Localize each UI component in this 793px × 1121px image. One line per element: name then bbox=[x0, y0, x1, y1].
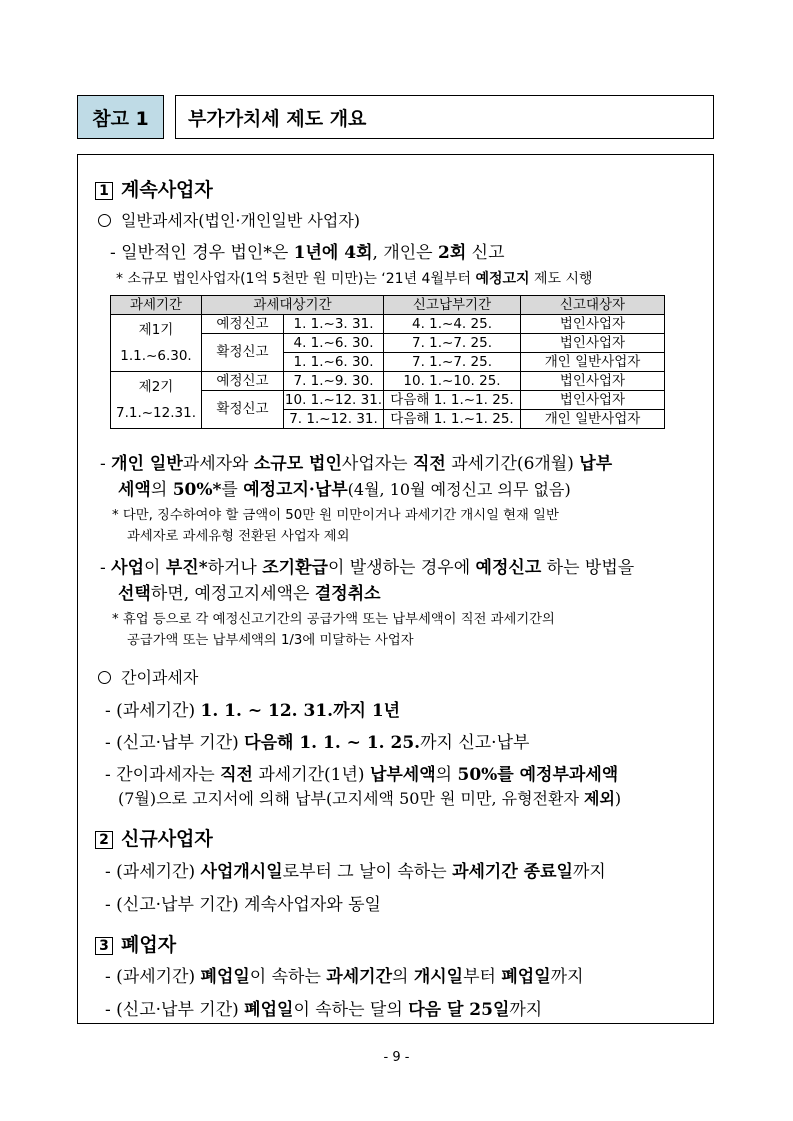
table-header: 신고납부기간 bbox=[384, 296, 521, 315]
new-business-line-1: - (과세기간) 사업개시일로부터 그 날이 속하는 과세기간 종료일까지 bbox=[105, 862, 606, 882]
simple-taxpayer-heading: 간이과세자 bbox=[98, 665, 198, 688]
para-1-line-1: - 개인 일반과세자와 소규모 법인사업자는 직전 과세기간(6개월) 납부 bbox=[100, 454, 613, 474]
note-3-line-2: 공급가액 또는 납부세액의 1/3에 미달하는 사업자 bbox=[127, 633, 414, 648]
section-2-heading: 2 신규사업자 bbox=[95, 824, 213, 851]
para-1-line-2: 세액의 50%*를 예정고지·납부(4월, 10월 예정신고 의무 없음) bbox=[118, 480, 571, 500]
tax-period-table bbox=[110, 295, 665, 429]
new-business-line-2: - (신고·납부 기간) 계속사업자와 동일 bbox=[105, 895, 381, 915]
para-2-line-2: 선택하면, 예정고지세액은 결정취소 bbox=[118, 584, 381, 604]
table-header: 과세대상기간 bbox=[202, 296, 384, 315]
closed-business-line-2: - (신고·납부 기간) 폐업일이 속하는 달의 다음 달 25일까지 bbox=[105, 1000, 543, 1020]
section-3-heading: 3 폐업자 bbox=[95, 930, 176, 957]
page-title: 부가가치세 제도 개요 bbox=[175, 95, 714, 139]
circle-bullet-icon bbox=[98, 214, 111, 227]
simple-line-4: (7월)으로 고지서에 의해 납부(고지세액 50만 원 미만, 유형전환자 제외) bbox=[118, 789, 622, 808]
simple-line-1: - (과세기간) 1. 1. ~ 12. 31.까지 1년 bbox=[105, 701, 401, 721]
general-taxpayer-heading: 일반과세자(법인·개인일반 사업자) bbox=[98, 208, 360, 231]
reference-tag: 참고 1 bbox=[77, 95, 164, 139]
section-number: 3 bbox=[95, 937, 113, 955]
page-number: - 9 - bbox=[383, 1050, 410, 1065]
table-header: 과세기간 bbox=[111, 296, 202, 315]
table-header: 신고대상자 bbox=[521, 296, 665, 315]
circle-bullet-icon bbox=[98, 671, 111, 684]
table-row: 제1기 1.1.~6.30. 예정신고 1. 1.~3. 31. 4. 1.~4. 25. 법인사업자 bbox=[111, 315, 665, 334]
table-row: 확정신고 10. 1.~12. 31. 다음해 1. 1.~1. 25. 법인사업자 bbox=[111, 391, 665, 410]
note-2-line-2: 과세자로 과세유형 전환된 사업자 제외 bbox=[127, 529, 350, 544]
note-3-line-1: * 휴업 등으로 각 예정신고기간의 공급가액 또는 납부세액이 직전 과세기간의 bbox=[112, 612, 555, 627]
general-line-1: - 일반적인 경우 법인*은 1년에 4회, 개인은 2회 신고 bbox=[110, 243, 505, 263]
table-header-row bbox=[111, 296, 665, 315]
table-row: 확정신고 4. 1.~6. 30. 7. 1.~7. 25. 법인사업자 bbox=[111, 334, 665, 353]
simple-line-3: - 간이과세자는 직전 과세기간(1년) 납부세액의 50%를 예정부과세액 bbox=[105, 765, 619, 785]
table-row: 7. 1.~12. 31. 다음해 1. 1.~1. 25. 개인 일반사업자 bbox=[111, 410, 665, 429]
period-cell: 제2기 7.1.~12.31. bbox=[111, 372, 202, 429]
period-cell: 제1기 1.1.~6.30. bbox=[111, 315, 202, 372]
section-1-heading: 1 계속사업자 bbox=[95, 175, 213, 202]
simple-line-2: - (신고·납부 기간) 다음해 1. 1. ~ 1. 25.까지 신고·납부 bbox=[105, 733, 530, 753]
closed-business-line-1: - (과세기간) 폐업일이 속하는 과세기간의 개시일부터 폐업일까지 bbox=[105, 967, 584, 987]
section-number: 2 bbox=[95, 831, 113, 849]
table-row: 제2기 7.1.~12.31. 예정신고 7. 1.~9. 30. 10. 1.~10. 25. 법인사업자 bbox=[111, 372, 665, 391]
section-number: 1 bbox=[95, 182, 113, 200]
note-2-line-1: * 다만, 징수하여야 할 금액이 50만 원 미만이거나 과세기간 개시일 현재 일반 bbox=[112, 508, 559, 523]
table-row: 1. 1.~6. 30. 7. 1.~7. 25. 개인 일반사업자 bbox=[111, 353, 665, 372]
note-1: * 소규모 법인사업자(1억 5천만 원 미만)는 ‘21년 4월부터 예정고지 제도 시행 bbox=[116, 271, 593, 287]
para-2-line-1: - 사업이 부진*하거나 조기환급이 발생하는 경우에 예정신고 하는 방법을 bbox=[100, 558, 635, 578]
